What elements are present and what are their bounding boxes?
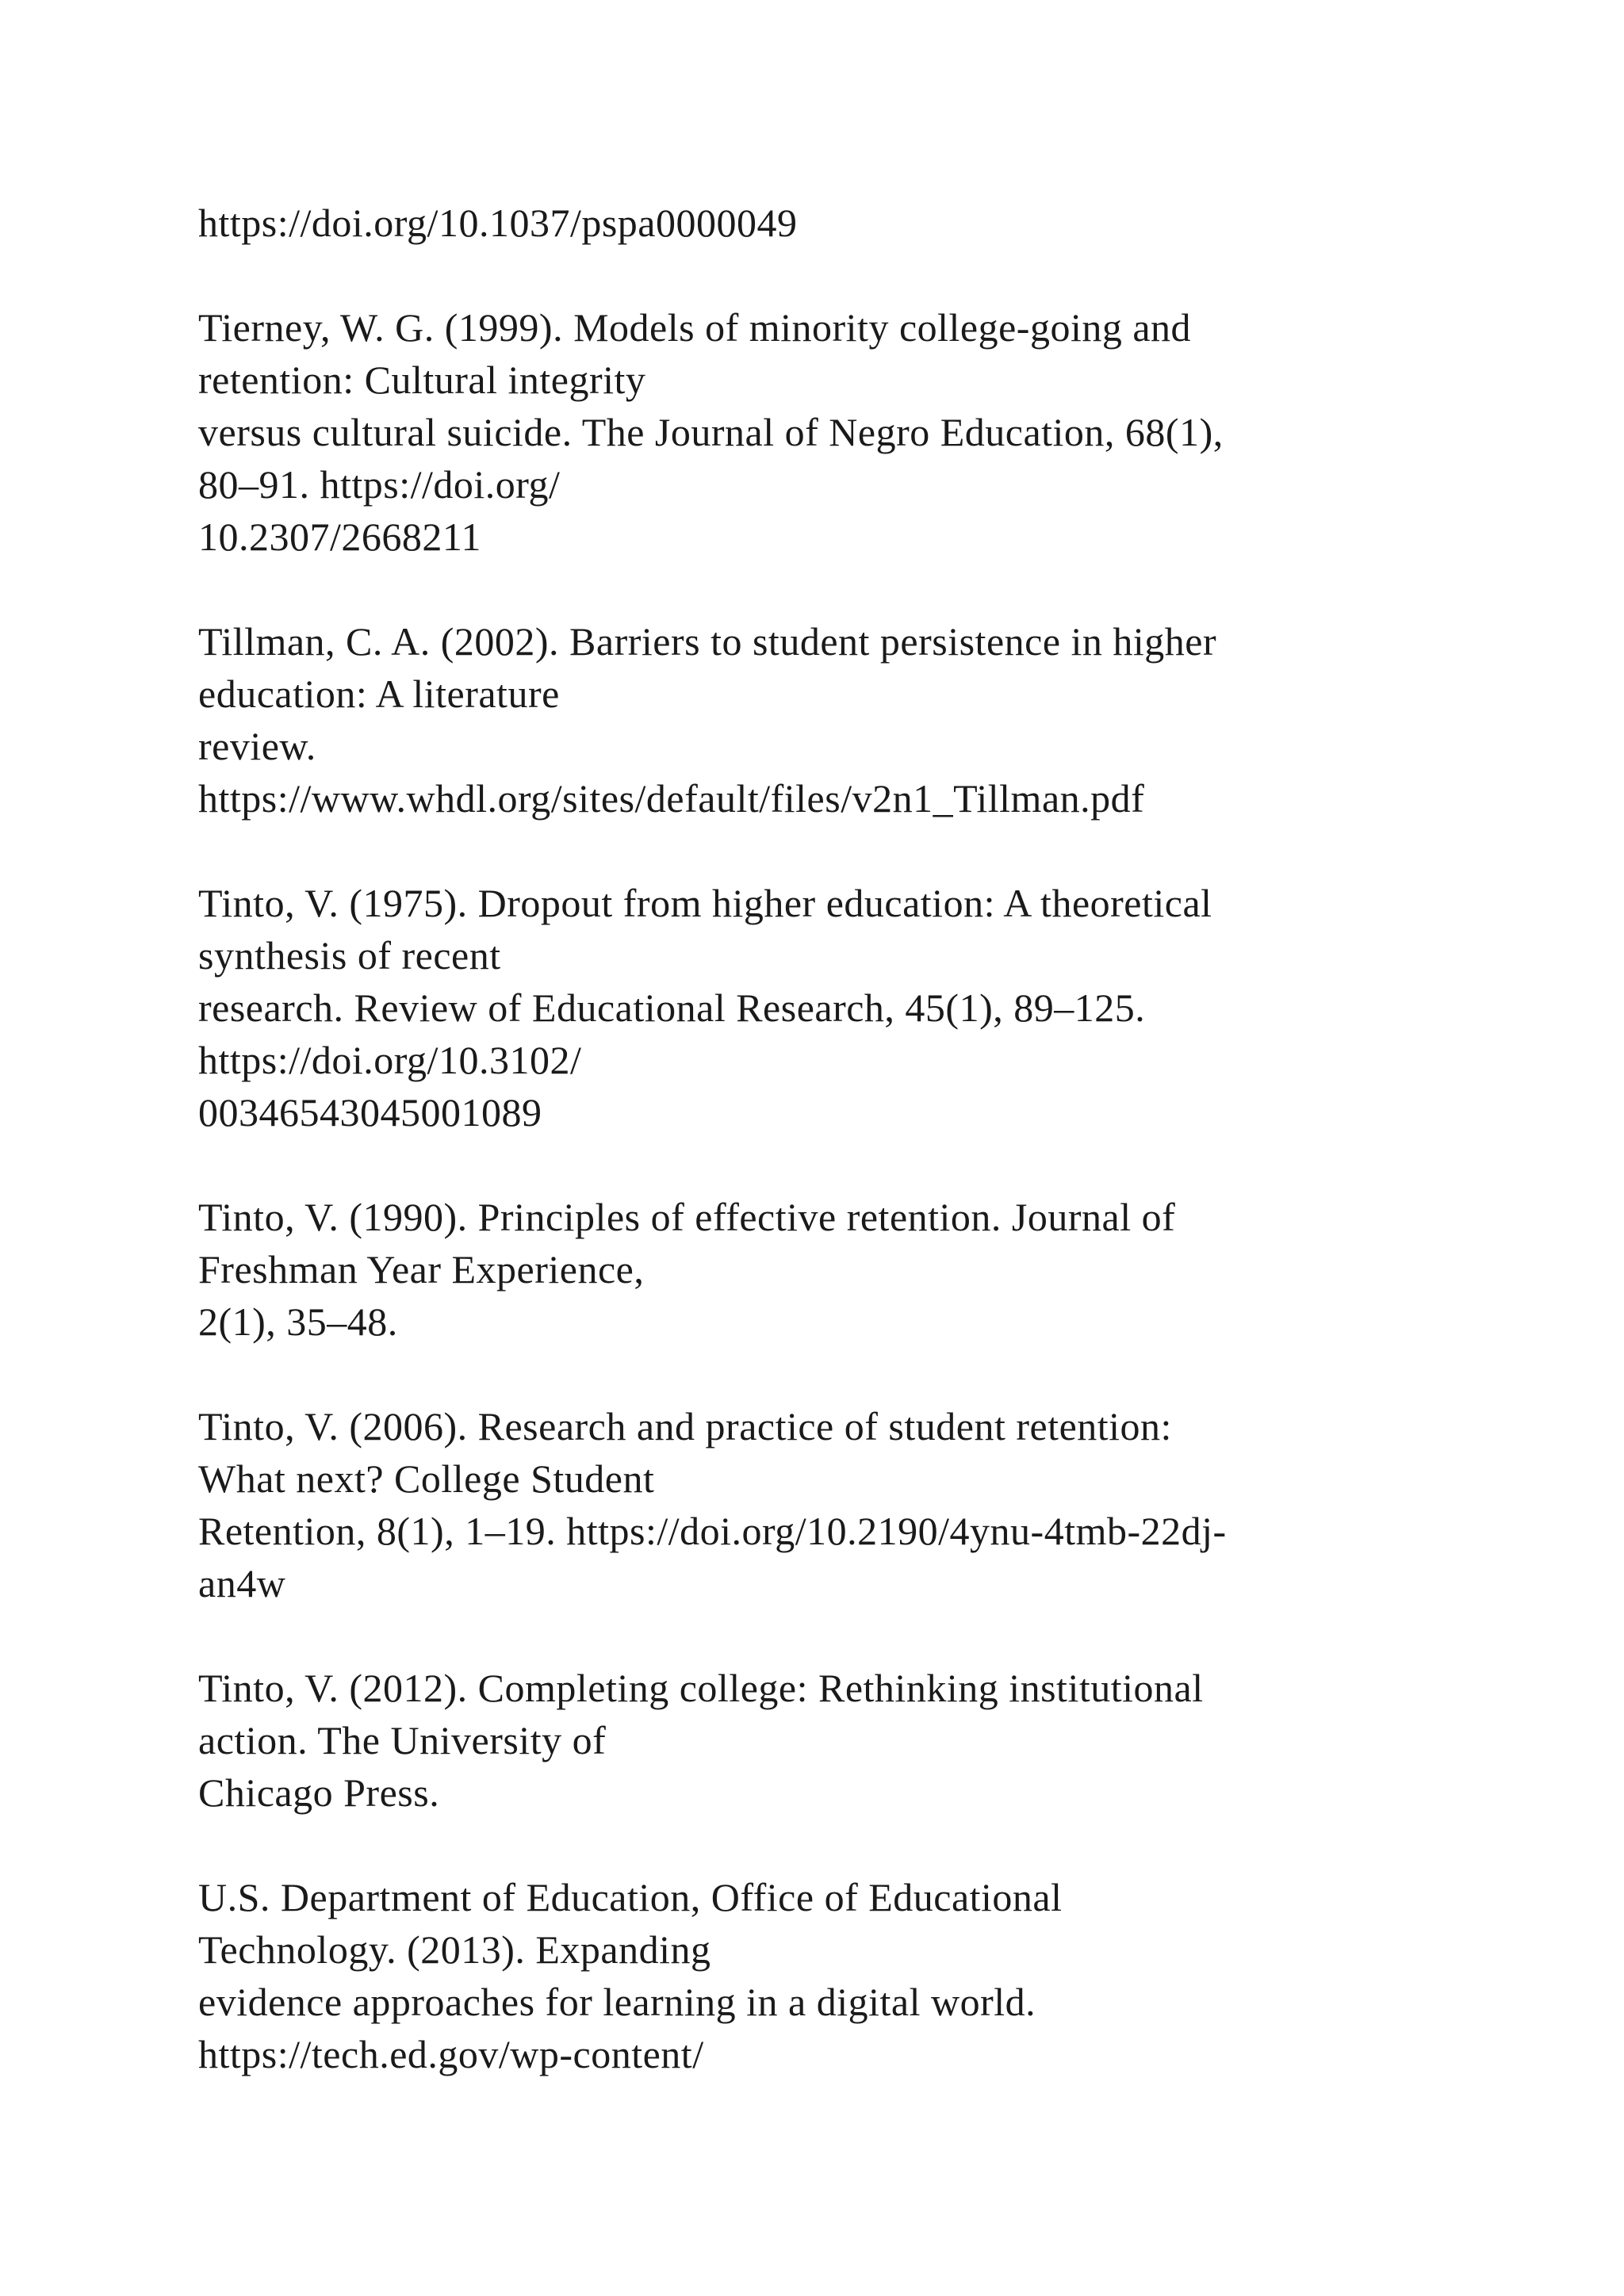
reference-line: action. The University of <box>198 1718 607 1762</box>
reference-entry <box>198 197 1467 249</box>
reference-entry <box>198 877 1467 1138</box>
reference-line: evidence approaches for learning in a digital world. <box>198 1980 1036 2024</box>
reference-line: Tillman, C. A. (2002). Barriers to student persistence in higher <box>198 619 1217 664</box>
reference-line: Tinto, V. (2012). Completing college: Rethinking institutional <box>198 1666 1204 1710</box>
reference-line: 2(1), 35–48. <box>198 1299 398 1344</box>
reference-line: an4w <box>198 1561 286 1605</box>
reference-line: Retention, 8(1), 1–19. https://doi.org/10.2190/4ynu-4tmb-22dj- <box>198 1509 1227 1553</box>
reference-line: review. <box>198 724 316 768</box>
reference-entry <box>198 1871 1467 2080</box>
reference-line: Tierney, W. G. (1999). Models of minority college-going and <box>198 305 1192 350</box>
reference-line: U.S. Department of Education, Office of Educational <box>198 1875 1063 1919</box>
reference-line: Tinto, V. (1975). Dropout from higher education: A theoretical <box>198 881 1212 925</box>
reference-line: https://www.whdl.org/sites/default/files/v2n1_Tillman.pdf <box>198 776 1145 821</box>
reference-entry <box>198 1662 1467 1819</box>
reference-line: Tinto, V. (2006). Research and practice of student retention: <box>198 1404 1172 1448</box>
reference-entry <box>198 1191 1467 1348</box>
reference-line: Tinto, V. (1990). Principles of effective retention. Journal of <box>198 1195 1176 1239</box>
reference-line: https://doi.org/10.3102/ <box>198 1038 582 1082</box>
reference-entry <box>198 1400 1467 1609</box>
reference-line: 10.2307/2668211 <box>198 515 482 559</box>
reference-entry <box>198 301 1467 563</box>
reference-line: retention: Cultural integrity <box>198 358 646 402</box>
reference-line: synthesis of recent <box>198 933 501 978</box>
reference-list <box>198 197 1467 2133</box>
reference-line: versus cultural suicide. The Journal of Negro Education, 68(1), <box>198 410 1224 454</box>
reference-line: Technology. (2013). Expanding <box>198 1927 711 1972</box>
reference-line: 80–91. https://doi.org/ <box>198 462 561 507</box>
reference-line: Chicago Press. <box>198 1770 440 1815</box>
reference-line: What next? College Student <box>198 1456 655 1501</box>
reference-line: https://tech.ed.gov/wp-content/ <box>198 2032 704 2076</box>
reference-entry <box>198 615 1467 825</box>
reference-line: research. Review of Educational Research, 45(1), 89–125. <box>198 985 1146 1030</box>
reference-line: Freshman Year Experience, <box>198 1247 645 1292</box>
reference-line: https://doi.org/10.1037/pspa0000049 <box>198 201 798 245</box>
reference-line: education: A literature <box>198 672 560 716</box>
reference-line: 00346543045001089 <box>198 1090 542 1135</box>
